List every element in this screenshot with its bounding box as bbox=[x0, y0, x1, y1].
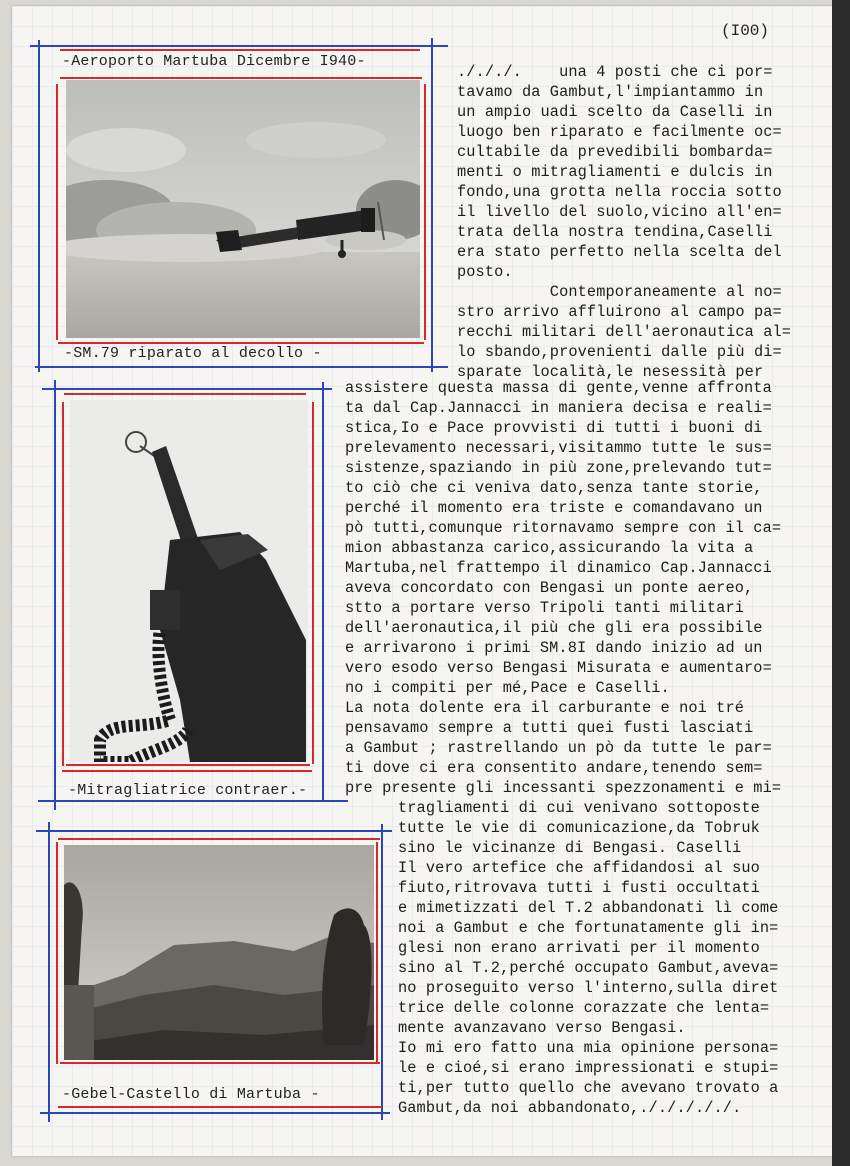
text-line: stica,Io e Pace provvisti di tutti i buoni di bbox=[345, 419, 763, 437]
photo-anti-aircraft-gun bbox=[70, 400, 308, 762]
text-line: dell'aeronautica,il più che gli era possibile bbox=[345, 619, 763, 637]
text-line: trice delle colonne corazzate che lenta= bbox=[398, 999, 770, 1017]
photo-castle-landscape bbox=[64, 845, 374, 1060]
text-line: posto. bbox=[457, 263, 513, 281]
text-line: tavamo da Gambut,l'impiantammo in bbox=[457, 83, 764, 101]
text-line: pò tutti,comunque ritornavamo sempre con il ca= bbox=[345, 519, 782, 537]
text-line: stro arrivo affluirono al campo pa= bbox=[457, 303, 782, 321]
text-line: fiuto,ritrovava tutti i fusti occultati bbox=[398, 879, 760, 897]
text-line: aveva concordato con Bengasi un ponte aereo, bbox=[345, 579, 754, 597]
text-line: prelevamento necessari,visitammo tutte le sus= bbox=[345, 439, 772, 457]
text-line: fondo,una grotta nella roccia sotto bbox=[457, 183, 782, 201]
text-line: tragliamenti di cui venivano sottoposte bbox=[398, 799, 760, 817]
text-line: cultabile da prevedibili bombarda= bbox=[457, 143, 773, 161]
text-line: recchi militari dell'aeronautica al= bbox=[457, 323, 792, 341]
text-line: ta dal Cap.Jannacci in maniera decisa e reali= bbox=[345, 399, 772, 417]
text-line: e arrivarono i primi SM.8I dando inizio ad un bbox=[345, 639, 763, 657]
text-line: noi a Gambut e che fortunatamente gli in= bbox=[398, 919, 779, 937]
text-line: vero esodo verso Bengasi Misurata e aumentaro= bbox=[345, 659, 772, 677]
text-line: sistenze,spaziando in più zone,prelevando tut= bbox=[345, 459, 772, 477]
text-line: era stato perfetto nella scelta del bbox=[457, 243, 782, 261]
text-line: assistere questa massa di gente,venne affronta bbox=[345, 379, 772, 397]
text-line: no proseguito verso l'interno,sulla diret bbox=[398, 979, 779, 997]
text-line: ./././. una 4 posti che ci por= bbox=[457, 63, 773, 81]
text-line: le e cioé,si erano impressionati e stupi= bbox=[398, 1059, 779, 1077]
text-line: Contemporaneamente al no= bbox=[457, 283, 782, 301]
text-line: perché il momento era triste e comandavano un bbox=[345, 499, 763, 517]
text-line: sparate località,le nesessità per bbox=[457, 363, 764, 381]
text-line: Gambut,da noi abbandonato,./././././. bbox=[398, 1099, 742, 1117]
text-line: mion abbastanza carico,assicurando la vita a bbox=[345, 539, 754, 557]
photo-1-caption: -SM.79 riparato al decollo - bbox=[64, 345, 322, 362]
text-line: glesi non erano arrivati per il momento bbox=[398, 939, 760, 957]
text-line: pensavamo sempre a tutti quei fusti lasciati bbox=[345, 719, 754, 737]
text-line: trata della nostra tendina,Caselli bbox=[457, 223, 773, 241]
text-line: tutte le vie di comunicazione,da Tobruk bbox=[398, 819, 760, 837]
text-line: sino le vicinanze di Bengasi. Caselli bbox=[398, 839, 742, 857]
text-line: pre presente gli incessanti spezzonamenti e mi= bbox=[345, 779, 782, 797]
text-line: luogo ben riparato e facilmente oc= bbox=[457, 123, 782, 141]
text-line: a Gambut ; rastrellando un pò da tutte le par= bbox=[345, 739, 772, 757]
text-line: mente avanzavano verso Bengasi. bbox=[398, 1019, 686, 1037]
text-line: no i compiti per mé,Pace e Caselli. bbox=[345, 679, 670, 697]
text-line: menti o mitragliamenti e dulcis in bbox=[457, 163, 773, 181]
page-edge bbox=[832, 0, 850, 1166]
text-line: ti dove ci era consentito andare,tenendo sem= bbox=[345, 759, 763, 777]
photo-airplane-takeoff bbox=[66, 80, 420, 338]
text-line: Io mi ero fatto una mia opinione persona= bbox=[398, 1039, 779, 1057]
text-line: lo sbando,provenienti dalle più di= bbox=[457, 343, 782, 361]
text-line: stto a portare verso Tripoli tanti militari bbox=[345, 599, 745, 617]
photo-3-caption: -Gebel-Castello di Martuba - bbox=[62, 1086, 320, 1103]
photo-1-title: -Aeroporto Martuba Dicembre I940- bbox=[62, 53, 366, 70]
text-line: un ampio uadi scelto da Caselli in bbox=[457, 103, 773, 121]
photo-2-caption: -Mitragliatrice contraer.- bbox=[68, 782, 308, 799]
text-line: Martuba,nel frattempo il dinamico Cap.Jannacci bbox=[345, 559, 772, 577]
text-line: sino al T.2,perché occupato Gambut,aveva= bbox=[398, 959, 779, 977]
text-line: La nota dolente era il carburante e noi tré bbox=[345, 699, 745, 717]
text-line: il livello del suolo,vicino all'en= bbox=[457, 203, 782, 221]
text-line: Il vero artefice che affidandosi al suo bbox=[398, 859, 760, 877]
text-line: e mimetizzati del T.2 abbandonati lì come bbox=[398, 899, 779, 917]
page-number: (I00) bbox=[721, 22, 770, 40]
text-line: to ciò che ci veniva dato,senza tante storie, bbox=[345, 479, 763, 497]
text-line: ti,per tutto quello che avevano trovato a bbox=[398, 1079, 779, 1097]
